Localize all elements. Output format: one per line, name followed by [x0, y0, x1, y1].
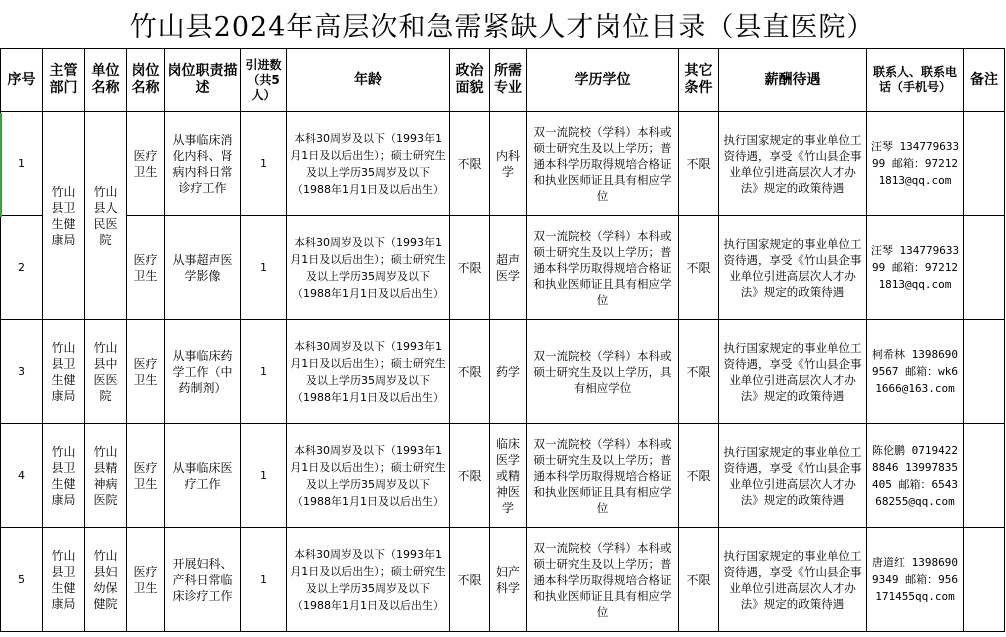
row-duty: 从事临床药学工作（中药制剂） — [165, 320, 241, 424]
row-remark — [964, 528, 1005, 632]
row-index: 1 — [1, 112, 43, 216]
row-index: 4 — [1, 424, 43, 528]
header-remark: 备注 — [964, 49, 1005, 112]
row-politics: 不限 — [450, 528, 490, 632]
header-position: 岗位名称 — [127, 49, 165, 112]
header-education: 学历学位 — [527, 49, 679, 112]
row-other: 不限 — [679, 424, 719, 528]
row-contact: 汪琴 13477963399 邮箱：972121813@qq.com — [867, 112, 964, 216]
row-other: 不限 — [679, 216, 719, 320]
row-position: 医疗卫生 — [127, 112, 165, 216]
row-politics: 不限 — [450, 112, 490, 216]
header-salary: 薪酬待遇 — [719, 49, 867, 112]
row-duty: 从事超声医学影像 — [165, 216, 241, 320]
row-department: 竹山县卫生健康局 — [43, 112, 85, 320]
row-education: 双一流院校（学科）本科或硕士研究生及以上学历；普通本科学历取得规培合格证和执业医师证且具有相应学位 — [527, 424, 679, 528]
row-education: 双一流院校（学科）本科或硕士研究生及以上学历；普通本科学历取得规培合格证和执业医师证且具有相应学位 — [527, 528, 679, 632]
header-contact: 联系人、联系电话（手机号） — [867, 49, 964, 112]
row-count: 1 — [241, 424, 287, 528]
row-major: 内科学 — [490, 112, 527, 216]
header-count: 引进数（共5人） — [241, 49, 287, 112]
header-age: 年龄 — [287, 49, 450, 112]
header-politics: 政治面貌 — [450, 49, 490, 112]
row-unit: 竹山县中医医院 — [85, 320, 127, 424]
row-duty: 从事临床医疗工作 — [165, 424, 241, 528]
row-position: 医疗卫生 — [127, 216, 165, 320]
row-other: 不限 — [679, 528, 719, 632]
row-major: 超声医学 — [490, 216, 527, 320]
row-duty: 开展妇科、产科日常临床诊疗工作 — [165, 528, 241, 632]
table-row — [1, 320, 1005, 424]
row-age: 本科30周岁及以下（1993年1月1日及以后出生）；硕士研究生及以上学历35周岁及以下（1988年1月1日及以后出生） — [287, 112, 450, 216]
row-contact: 汪琴 13477963399 邮箱：972121813@qq.com — [867, 216, 964, 320]
row-education: 双一流院校（学科）本科或硕士研究生及以上学历；普通本科学历取得规培合格证和执业医师证且具有相应学位 — [527, 216, 679, 320]
table-row — [1, 528, 1005, 632]
row-count: 1 — [241, 216, 287, 320]
header-index: 序号 — [1, 49, 43, 112]
row-salary: 执行国家规定的事业单位工资待遇，享受《竹山县企事业单位引进高层次人才办法》规定的政策待遇 — [719, 424, 867, 528]
row-position: 医疗卫生 — [127, 528, 165, 632]
row-count: 1 — [241, 112, 287, 216]
row-salary: 执行国家规定的事业单位工资待遇，享受《竹山县企事业单位引进高层次人才办法》规定的政策待遇 — [719, 216, 867, 320]
row-department: 竹山县卫生健康局 — [43, 424, 85, 528]
row-major: 妇产科学 — [490, 528, 527, 632]
header-unit: 单位名称 — [85, 49, 127, 112]
row-education: 双一流院校（学科）本科或硕士研究生及以上学历；普通本科学历取得规培合格证和执业医师证且具有相应学位 — [527, 112, 679, 216]
row-education: 双一流院校（学科）本科或硕士研究生及以上学历，具有相应学位 — [527, 320, 679, 424]
header-department: 主管部门 — [43, 49, 85, 112]
row-remark — [964, 216, 1005, 320]
row-remark — [964, 424, 1005, 528]
row-age: 本科30周岁及以下（1993年1月1日及以后出生）；硕士研究生及以上学历35周岁及以下（1988年1月1日及以后出生） — [287, 424, 450, 528]
row-department: 竹山县卫生健康局 — [43, 320, 85, 424]
row-age: 本科30周岁及以下（1993年1月1日及以后出生）；硕士研究生及以上学历35周岁及以下（1988年1月1日及以后出生） — [287, 320, 450, 424]
row-salary: 执行国家规定的事业单位工资待遇，享受《竹山县企事业单位引进高层次人才办法》规定的政策待遇 — [719, 528, 867, 632]
header-duty: 岗位职责描述 — [165, 49, 241, 112]
row-politics: 不限 — [450, 216, 490, 320]
row-salary: 执行国家规定的事业单位工资待遇，享受《竹山县企事业单位引进高层次人才办法》规定的政策待遇 — [719, 320, 867, 424]
row-other: 不限 — [679, 112, 719, 216]
document-title: 竹山县2024年高层次和急需紧缺人才岗位目录（县直医院） — [0, 0, 1004, 49]
row-department: 竹山县卫生健康局 — [43, 528, 85, 632]
table-row — [1, 216, 1005, 320]
row-contact: 唐道红 13986909349 邮箱：956171455qq.com — [867, 528, 964, 632]
positions-table — [0, 48, 1005, 632]
row-remark — [964, 112, 1005, 216]
cell-selection-marker — [0, 113, 2, 217]
row-politics: 不限 — [450, 320, 490, 424]
row-index: 5 — [1, 528, 43, 632]
row-contact: 柯希林 13986909567 邮箱：wk61666@163.com — [867, 320, 964, 424]
row-duty: 从事临床消化内科、肾病内科日常诊疗工作 — [165, 112, 241, 216]
row-unit: 竹山县精神病医院 — [85, 424, 127, 528]
header-other: 其它条件 — [679, 49, 719, 112]
row-count: 1 — [241, 528, 287, 632]
row-major: 药学 — [490, 320, 527, 424]
table-row — [1, 112, 1005, 216]
row-count: 1 — [241, 320, 287, 424]
row-index: 3 — [1, 320, 43, 424]
row-contact: 陈伦鹏 07194228846 13997835405 邮箱：654368255@qq.com — [867, 424, 964, 528]
row-index: 2 — [1, 216, 43, 320]
row-other: 不限 — [679, 320, 719, 424]
header-major: 所需专业 — [490, 49, 527, 112]
row-salary: 执行国家规定的事业单位工资待遇，享受《竹山县企事业单位引进高层次人才办法》规定的政策待遇 — [719, 112, 867, 216]
row-age: 本科30周岁及以下（1993年1月1日及以后出生）；硕士研究生及以上学历35周岁及以下（1988年1月1日及以后出生） — [287, 216, 450, 320]
row-unit: 竹山县人民医院 — [85, 112, 127, 320]
row-age: 本科30周岁及以下（1993年1月1日及以后出生）；硕士研究生及以上学历35周岁及以下（1988年1月1日及以后出生） — [287, 528, 450, 632]
header-row — [1, 49, 1005, 112]
row-politics: 不限 — [450, 424, 490, 528]
table-row — [1, 424, 1005, 528]
row-position: 医疗卫生 — [127, 424, 165, 528]
row-major: 临床医学或精神医学 — [490, 424, 527, 528]
row-remark — [964, 320, 1005, 424]
row-position: 医疗卫生 — [127, 320, 165, 424]
row-unit: 竹山县妇幼保健院 — [85, 528, 127, 632]
